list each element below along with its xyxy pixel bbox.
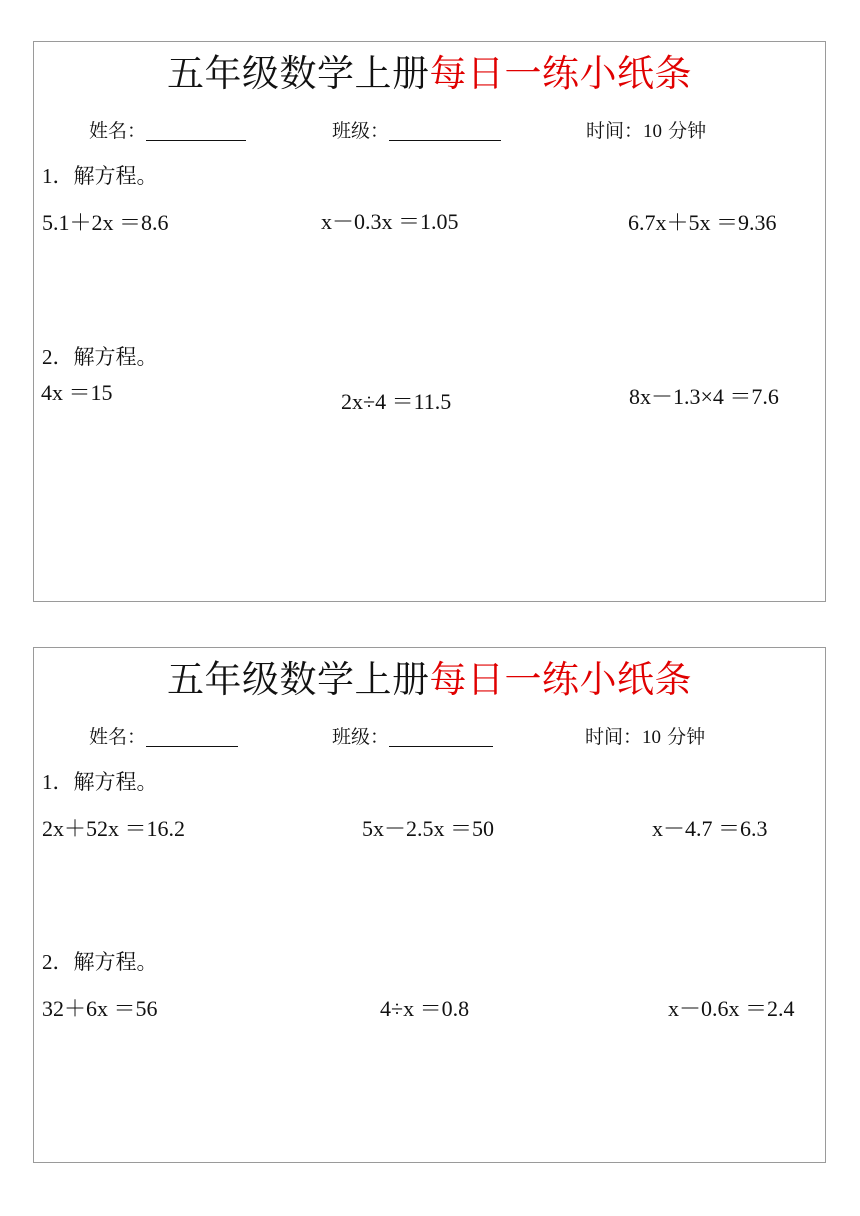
worksheet-card-1 bbox=[33, 41, 826, 602]
time-label: 时间： bbox=[586, 120, 644, 142]
card-title bbox=[34, 656, 825, 704]
time-info bbox=[586, 119, 706, 144]
section-number: 1． bbox=[42, 164, 74, 188]
section-heading-1 bbox=[42, 162, 158, 190]
equation: 5.1＋2x ＝8.6 bbox=[42, 210, 169, 235]
time-label: 时间： bbox=[585, 726, 643, 748]
card-title bbox=[34, 50, 825, 98]
time-unit: 分钟 bbox=[667, 726, 706, 748]
time-value: 10 bbox=[642, 727, 662, 748]
equation: 2x÷4 ＝11.5 bbox=[341, 389, 452, 414]
name-label: 姓名： bbox=[89, 120, 147, 142]
equation: 4x ＝15 bbox=[41, 380, 113, 405]
equation: x－4.7 ＝6.3 bbox=[652, 816, 768, 841]
section-number: 2． bbox=[42, 345, 74, 369]
section-number: 1． bbox=[42, 770, 74, 794]
section-title: 解方程。 bbox=[73, 164, 158, 188]
title-highlight: 每日一练小纸条 bbox=[429, 658, 692, 701]
title-highlight: 每日一练小纸条 bbox=[429, 52, 692, 95]
name-label: 姓名： bbox=[89, 726, 147, 748]
class-blank[interactable] bbox=[389, 728, 493, 747]
equation: 4÷x ＝0.8 bbox=[380, 996, 470, 1021]
name-field[interactable] bbox=[89, 119, 246, 143]
equation: 2x＋52x ＝16.2 bbox=[42, 816, 186, 841]
title-main: 五年级数学上册 bbox=[167, 52, 430, 95]
name-blank[interactable] bbox=[146, 122, 246, 141]
equation: 8x－1.3×4 ＝7.6 bbox=[629, 384, 779, 409]
time-unit: 分钟 bbox=[668, 120, 707, 142]
equation: 6.7x＋5x ＝9.36 bbox=[628, 210, 777, 235]
equation: x－0.6x ＝2.4 bbox=[668, 996, 795, 1021]
class-label: 班级： bbox=[332, 726, 390, 748]
worksheet-card-2 bbox=[33, 647, 826, 1163]
section-title: 解方程。 bbox=[73, 770, 158, 794]
equation: x－0.3x ＝1.05 bbox=[321, 209, 459, 234]
section-heading-2 bbox=[42, 343, 158, 371]
time-value: 10 bbox=[643, 121, 663, 142]
title-main: 五年级数学上册 bbox=[167, 658, 430, 701]
section-title: 解方程。 bbox=[73, 345, 158, 369]
section-heading-2 bbox=[42, 948, 158, 976]
section-heading-1 bbox=[42, 768, 158, 796]
section-title: 解方程。 bbox=[73, 950, 158, 974]
equation: 32＋6x ＝56 bbox=[42, 996, 158, 1021]
class-field[interactable] bbox=[332, 119, 501, 143]
section-number: 2． bbox=[42, 950, 74, 974]
equation: 5x－2.5x ＝50 bbox=[362, 816, 495, 841]
time-info bbox=[585, 725, 705, 750]
name-field[interactable] bbox=[89, 725, 238, 749]
class-label: 班级： bbox=[332, 120, 390, 142]
class-blank[interactable] bbox=[389, 122, 501, 141]
name-blank[interactable] bbox=[146, 728, 238, 747]
class-field[interactable] bbox=[332, 725, 493, 749]
